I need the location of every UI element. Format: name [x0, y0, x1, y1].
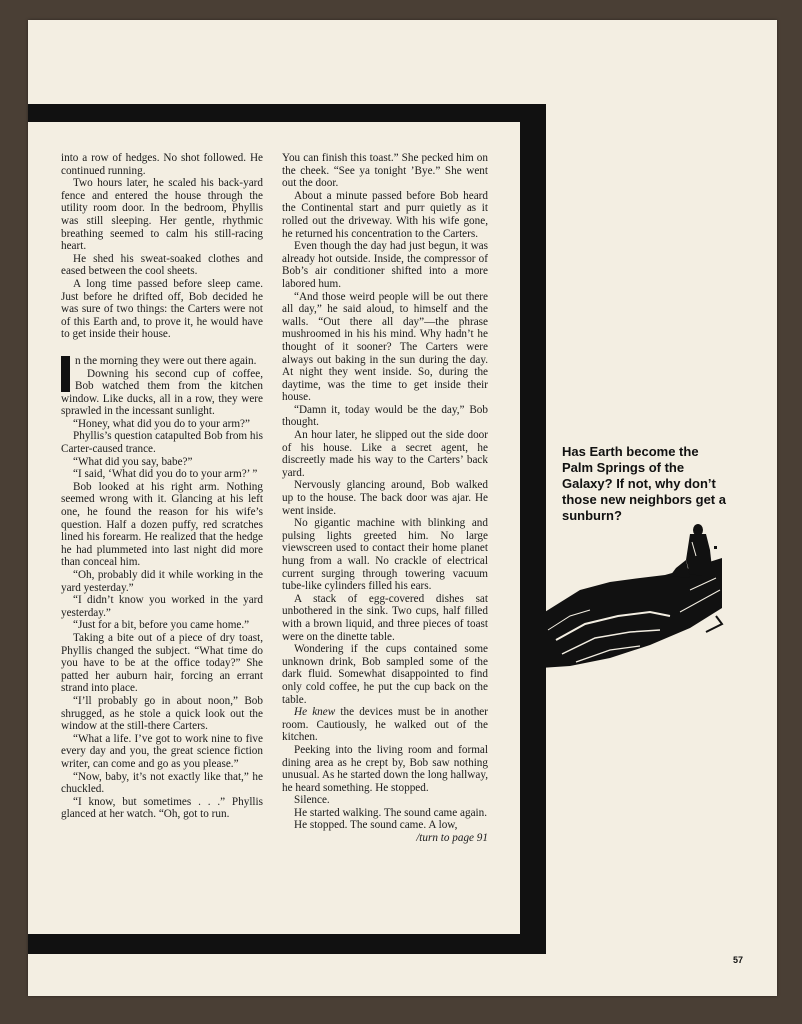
paragraph: “Just for a bit, before you came home.” — [73, 619, 250, 632]
paragraph: “I said, ‘What did you do to your arm?’ ” — [73, 468, 258, 481]
paragraph: “Damn it, today would be the day,” Bob thought. — [282, 403, 488, 429]
paragraph: Wondering if the cups contained some unknown drink, Bob sampled some of the dark fluid. Somewhat disappointed to find only cold coffee, he put the cup back on the table. — [282, 643, 488, 706]
paragraph: “And those weird people will be out there all day,” he said aloud, to himself and the walls. “Out there all day”—the phrase mushroomed in his his mind. Why hadn’t he thought of it sooner? The Carters were always out baking in the sun during the day. At night they went inside. So, during the daytime, was the time to get inside their house. — [282, 290, 488, 404]
paragraph-text: the devices must be in another room. Cautiously, he walked out of the kitchen. — [282, 706, 488, 744]
paragraph: “What a life. I’ve got to work nine to five every day and you, the great science fiction writer, can come and go as you please.” — [61, 732, 263, 770]
paragraph: He shed his sweat-soaked clothes and eased between the cool sheets. — [61, 252, 263, 278]
paragraph: He stopped. The sound came. A low, — [294, 819, 458, 832]
paragraph: “I know, but sometimes . . .” Phyllis glanced at her watch. “Oh, got to run. — [61, 795, 263, 821]
story-column-1 — [61, 152, 263, 821]
paragraph: Peeking into the living room and formal dining area as he crept by, Bob saw nothing unusual. As he started down the long hallway, he heard something. He stopped. — [282, 743, 488, 794]
emphasis: He knew — [294, 706, 336, 719]
paragraph: Taking a bite out of a piece of dry toast, Phyllis changed the subject. “What time do you have to be at the office today?” She patted her auburn hair, forcing an errant strand into place. — [61, 631, 263, 695]
pull-quote: Has Earth become the Palm Springs of the Galaxy? If not, why don’t those new neighbors get a sunburn? — [562, 444, 726, 523]
paragraph: Phyllis’s question catapulted Bob from his Carter-caused trance. — [61, 430, 263, 456]
paragraph: into a row of hedges. No shot followed. He continued running. — [61, 152, 263, 177]
paragraph: “Now, baby, it’s not exactly like that,” he chuckled. — [61, 770, 263, 796]
paragraph: Even though the day had just begun, it was already hot outside. Inside, the compressor of Bob’s air conditioner shifted into a more labored hum. — [282, 240, 488, 290]
paragraph: “What did you say, babe?” — [73, 455, 193, 468]
magazine-page — [28, 20, 777, 996]
story-column-2 — [282, 152, 488, 845]
dropcap-paragraph — [61, 355, 263, 368]
paragraph: A long time passed before sleep came. Just before he drifted off, Bob decided he was sure of two things: the Carters were not of this Earth and, to prove it, he would have to get inside their house. — [61, 277, 263, 341]
paragraph: You can finish this toast.” She pecked him on the cheek. “See ya tonight ’Bye.” She went out the door. — [282, 152, 488, 190]
section-break — [61, 341, 263, 355]
dropcap-block — [61, 356, 70, 392]
paragraph: A stack of egg-covered dishes sat unbothered in the sink. Two cups, half filled with a brown liquid, and three pieces of toast were on the dinette table. — [282, 592, 488, 643]
page-number: 57 — [733, 955, 744, 965]
paragraph: Nervously glancing around, Bob walked up to the house. The back door was ajar. He went inside. — [282, 479, 488, 517]
paragraph: “I’ll probably go in about noon,” Bob shrugged, as he stole a quick look out the window at the still-there Carters. — [61, 694, 263, 733]
paragraph: Bob looked at his right arm. Nothing seemed wrong with it. Glancing at his left one, he found the reason for his wife’s question. Half a dozen puffy, red scratches lined his forearm. He realized that the hedge he had plummeted into last night did more than conceal him. — [61, 480, 263, 569]
dropcap-text: n the morning they were out there again. — [75, 354, 257, 367]
text-panel — [28, 122, 520, 934]
paragraph: “Oh, probably did it while working in the yard yesterday.” — [61, 569, 263, 594]
paragraph: About a minute passed before Bob heard the Continental start and purr quietly as it rolled out the driveway. With his wife gone, he returned his concentration to the Carters. — [282, 189, 488, 240]
paragraph — [282, 706, 488, 744]
paragraph: “I didn’t know you worked in the yard yesterday.” — [61, 594, 263, 619]
black-frame — [28, 104, 546, 954]
paragraph: “Honey, what did you do to your arm?” — [73, 417, 250, 430]
paragraph: Two hours later, he scaled his back-yard fence and entered the house through the utility room door. In the bedroom, Phyllis was still sleeping. Her gentle, rhythmic breathing seemed to calm his still-racing heart. — [61, 177, 263, 253]
paragraph: An hour later, he slipped out the side door of his house. Like a secret agent, he discreetly made his way to the Carters’ back yard. — [282, 429, 488, 479]
paragraph: Downing his second cup of coffee, Bob watched them from the kitchen window. Like ducks, all in a row, they were sprawled in the incessant sunlight. — [61, 367, 263, 418]
paragraph: No gigantic machine with blinking and pulsing lights greeted him. No large viewscreen used to contact their home planet hung from a wall. No crackle of electrical current surging through towering vacuum tube-like cylinders filled his ears. — [282, 517, 488, 593]
illustration-sunbather — [540, 520, 724, 670]
paragraph: Silence. — [294, 794, 330, 807]
paragraph: He started walking. The sound came again. — [294, 806, 488, 819]
continuation-note: /turn to page 91 — [416, 832, 488, 845]
